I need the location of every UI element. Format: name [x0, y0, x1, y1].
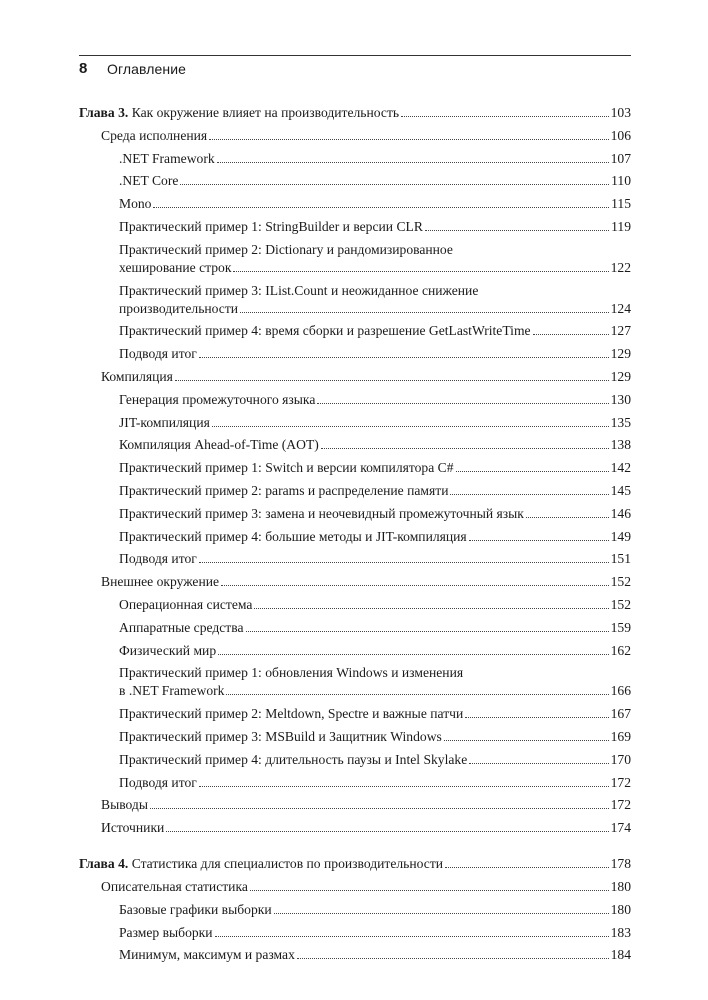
toc-entry-label	[119, 550, 197, 568]
toc-section-entry	[79, 819, 631, 837]
toc-subsection-entry	[79, 642, 631, 660]
toc-entry-row	[119, 391, 631, 409]
toc-entry-label	[119, 505, 524, 523]
toc-entry-label	[101, 796, 148, 814]
toc-page-number: 106	[610, 127, 631, 143]
toc-entry-label	[119, 218, 423, 236]
toc-page-number: 152	[610, 574, 631, 590]
dot-leader	[217, 162, 609, 163]
toc-entry-label	[101, 127, 207, 145]
toc-subsection-entry	[79, 619, 631, 637]
toc-chapter-entry	[79, 855, 631, 873]
toc-page-number: 122	[610, 259, 631, 275]
toc-page-number: 135	[610, 414, 631, 430]
toc-entry-title-line: Практический пример 3: IList.Count и неожиданное снижение	[119, 282, 479, 298]
dot-leader	[250, 890, 609, 891]
toc-page-number: 170	[610, 751, 631, 767]
running-title: Оглавление	[107, 61, 187, 77]
toc-subsection-entry	[79, 505, 631, 523]
toc-entry-row	[101, 368, 631, 386]
dot-leader	[199, 562, 609, 563]
toc-entry-title: Среда исполнения	[101, 127, 208, 143]
toc-entry-title: Компиляция	[101, 368, 173, 384]
toc-entry-title: Практический пример 1: Switch и версии компилятора C#	[119, 460, 454, 476]
toc-page-number: 145	[610, 482, 631, 498]
toc-page-number: 103	[610, 105, 631, 120]
toc-entry-title: Внешнее окружение	[101, 574, 220, 590]
toc-page-number: 129	[610, 368, 631, 384]
toc-entry-row	[79, 104, 631, 122]
toc-entry-title: Физический мир	[119, 642, 217, 658]
toc-entry-label	[101, 368, 173, 386]
toc-entry-label	[119, 528, 467, 546]
dot-leader	[445, 867, 609, 868]
toc-page-number: 110	[611, 173, 631, 189]
dot-leader	[254, 608, 608, 609]
toc-entry-row	[119, 414, 631, 432]
dot-leader	[150, 808, 609, 809]
toc-entry-label	[119, 728, 442, 746]
toc-entry-title: Минимум, максимум и размах	[119, 947, 295, 963]
toc-subsection-entry	[79, 150, 631, 168]
toc-page-number: 178	[610, 856, 631, 872]
dot-leader	[199, 357, 609, 358]
toc-entry-row	[119, 596, 631, 614]
toc-entry-label	[119, 459, 454, 477]
toc-entry-title: Статистика для специалистов по производительности	[131, 856, 444, 872]
toc-page-number: 152	[610, 596, 631, 612]
toc-entry-label	[119, 259, 231, 277]
toc-entry-title: Практический пример 3: замена и неочевидный промежуточный язык	[119, 505, 524, 521]
toc-entry-title: Подводя итог	[119, 551, 197, 567]
toc-subsection-entry	[79, 482, 631, 500]
dot-leader	[533, 334, 609, 335]
toc-entry-label	[119, 642, 216, 660]
toc-subsection-entry	[79, 664, 631, 700]
toc-page-number: 184	[610, 947, 631, 963]
toc-page-number: 127	[610, 323, 631, 339]
dot-leader	[317, 403, 608, 404]
toc-subsection-entry	[79, 728, 631, 746]
toc-entry-label	[119, 705, 463, 723]
dot-leader	[450, 494, 608, 495]
toc-entry-label	[119, 391, 315, 409]
toc-entry-title: Аппаратные средства	[119, 619, 244, 635]
dot-leader	[221, 585, 609, 586]
table-of-contents	[79, 104, 631, 969]
toc-subsection-entry	[79, 218, 631, 236]
toc-page-number: 138	[610, 437, 631, 453]
toc-entry-title: в .NET Framework	[119, 683, 225, 699]
toc-entry-title: Базовые графики выборки	[119, 901, 272, 917]
toc-subsection-entry	[79, 345, 631, 363]
toc-section-entry	[79, 878, 631, 896]
toc-entry-row	[119, 901, 631, 919]
toc-entry-title: хеширование строк	[119, 259, 232, 275]
toc-entry-title: Описательная статистика	[101, 878, 248, 894]
toc-chapter-entry	[79, 104, 631, 122]
toc-page-number: 183	[610, 924, 631, 940]
dot-leader	[153, 207, 609, 208]
toc-page-number: 174	[610, 820, 631, 836]
running-header	[79, 60, 631, 84]
dot-leader	[444, 740, 609, 741]
page-number: 8	[79, 60, 88, 77]
toc-entry-row	[101, 127, 631, 145]
toc-entry-row	[119, 259, 631, 277]
toc-entry-row	[119, 172, 631, 190]
dot-leader	[469, 540, 609, 541]
toc-entry-label	[119, 751, 467, 769]
dot-leader	[526, 517, 609, 518]
toc-entry-row	[119, 345, 631, 363]
toc-entry-label	[119, 482, 448, 500]
chapter-number: Глава 3.	[79, 105, 129, 120]
header-rule	[79, 55, 631, 56]
toc-subsection-entry	[79, 282, 631, 318]
toc-subsection-entry	[79, 705, 631, 723]
toc-subsection-entry	[79, 195, 631, 213]
toc-entry-row	[101, 573, 631, 591]
toc-entry-title: Практический пример 4: длительность паузы и Intel Skylake	[119, 751, 468, 767]
toc-entry-title: Подводя итог	[119, 774, 197, 790]
toc-entry-title: Источники	[101, 820, 165, 836]
toc-page-number: 169	[610, 728, 631, 744]
toc-entry-title: Практический пример 1: StringBuilder и версии CLR	[119, 218, 423, 234]
dot-leader	[226, 694, 608, 695]
dot-leader	[175, 380, 609, 381]
toc-entry-row	[119, 705, 631, 723]
dot-leader	[166, 831, 608, 832]
toc-entry-label	[119, 436, 319, 454]
toc-entry-label	[119, 345, 197, 363]
toc-page-number: 166	[610, 683, 631, 699]
toc-entry-label	[119, 946, 295, 964]
dot-leader	[246, 631, 609, 632]
toc-entry-title: JIT-компиляция	[119, 414, 210, 430]
toc-entry-row	[119, 459, 631, 477]
toc-entry-row	[119, 728, 631, 746]
toc-page-number: 130	[610, 391, 631, 407]
toc-entry-label	[101, 819, 164, 837]
toc-entry-row	[119, 924, 631, 942]
toc-entry-row	[101, 796, 631, 814]
toc-entry-title-line: Практический пример 1: обновления Windows и изменения	[119, 665, 464, 681]
toc-entry-row	[119, 218, 631, 236]
toc-page-number: 115	[611, 196, 631, 212]
toc-entry-row	[119, 150, 631, 168]
dot-leader	[401, 116, 609, 117]
toc-section-entry	[79, 796, 631, 814]
toc-entry-row	[119, 528, 631, 546]
toc-subsection-entry	[79, 172, 631, 190]
toc-entry-label	[101, 573, 219, 591]
toc-entry-row	[119, 195, 631, 213]
dot-leader	[233, 271, 608, 272]
toc-entry-row	[119, 946, 631, 964]
toc-page-number: 180	[610, 901, 631, 917]
toc-entry-row	[119, 751, 631, 769]
toc-page-number: 124	[610, 300, 631, 316]
toc-entry-label	[119, 414, 210, 432]
toc-subsection-entry	[79, 901, 631, 919]
toc-entry-label	[119, 901, 272, 919]
toc-entry-title: Mono	[119, 196, 152, 212]
dot-leader	[321, 448, 609, 449]
toc-entry-row	[119, 322, 631, 340]
dot-leader	[209, 139, 608, 140]
toc-subsection-entry	[79, 596, 631, 614]
dot-leader	[297, 958, 609, 959]
toc-entry-label	[119, 150, 215, 168]
toc-page-number: 172	[610, 774, 631, 790]
toc-page-number: 149	[610, 528, 631, 544]
dot-leader	[218, 654, 608, 655]
toc-subsection-entry	[79, 436, 631, 454]
toc-entry-title: Как окружение влияет на производительность	[131, 105, 400, 120]
toc-entry-title-line: Практический пример 2: Dictionary и рандомизированное	[119, 241, 453, 257]
toc-page-number: 107	[610, 150, 631, 166]
toc-entry-title: Операционная система	[119, 596, 253, 612]
toc-page-number: 172	[610, 797, 631, 813]
toc-entry-row	[119, 619, 631, 637]
toc-entry-label	[79, 104, 399, 122]
toc-entry-title: Генерация промежуточного языка	[119, 391, 316, 407]
toc-entry-title: Практический пример 2: params и распределение памяти	[119, 482, 449, 498]
toc-entry-label	[119, 195, 151, 213]
toc-page-number: 142	[610, 460, 631, 476]
toc-subsection-entry	[79, 528, 631, 546]
toc-subsection-entry	[79, 751, 631, 769]
dot-leader	[199, 786, 609, 787]
toc-entry-label	[119, 619, 244, 637]
toc-section-entry	[79, 127, 631, 145]
toc-entry-title: Подводя итог	[119, 346, 197, 362]
toc-entry-title: .NET Framework	[119, 150, 215, 166]
toc-subsection-entry	[79, 550, 631, 568]
toc-entry-title: Выводы	[101, 797, 148, 813]
toc-entry-title: Практический пример 4: время сборки и разрешение GetLastWriteTime	[119, 323, 531, 339]
dot-leader	[240, 312, 609, 313]
toc-page-number: 146	[610, 505, 631, 521]
toc-entry-title: .NET Core	[119, 173, 179, 189]
toc-entry-row	[119, 642, 631, 660]
dot-leader	[456, 471, 609, 472]
toc-subsection-entry	[79, 322, 631, 340]
dot-leader	[212, 426, 609, 427]
toc-entry-title: Практический пример 3: MSBuild и Защитник Windows	[119, 728, 442, 744]
toc-page-number: 151	[610, 551, 631, 567]
toc-entry-label	[119, 322, 531, 340]
toc-entry-row	[119, 436, 631, 454]
toc-entry-row	[101, 878, 631, 896]
dot-leader	[465, 717, 608, 718]
toc-page-number: 159	[610, 619, 631, 635]
toc-page-number: 180	[610, 878, 631, 894]
toc-entry-row	[119, 774, 631, 792]
toc-entry-label	[119, 300, 238, 318]
toc-entry-label	[119, 774, 197, 792]
toc-entry-row	[79, 855, 631, 873]
toc-entry-label	[119, 596, 252, 614]
toc-entry-label	[119, 682, 224, 700]
toc-subsection-entry	[79, 774, 631, 792]
toc-subsection-entry	[79, 414, 631, 432]
dot-leader	[469, 763, 608, 764]
dot-leader	[215, 936, 609, 937]
toc-page-number: 119	[611, 218, 631, 234]
toc-entry-label	[119, 924, 213, 942]
toc-page-number: 167	[610, 706, 631, 722]
toc-entry-row	[119, 482, 631, 500]
toc-entry-title: Практический пример 2: Meltdown, Spectre и важные патчи	[119, 706, 464, 722]
toc-entry-label	[101, 878, 248, 896]
toc-entry-row	[101, 819, 631, 837]
dot-leader	[180, 184, 609, 185]
toc-page-number: 162	[610, 642, 631, 658]
toc-entry-title: Размер выборки	[119, 924, 213, 940]
toc-subsection-entry	[79, 391, 631, 409]
toc-entry-label	[79, 855, 443, 873]
toc-subsection-entry	[79, 241, 631, 277]
dot-leader	[425, 230, 609, 231]
toc-entry-title: производительности	[119, 300, 239, 316]
toc-subsection-entry	[79, 946, 631, 964]
toc-entry-title: Компиляция Ahead-of-Time (AOT)	[119, 437, 319, 453]
toc-subsection-entry	[79, 459, 631, 477]
toc-entry-row	[119, 682, 631, 700]
toc-entry-row	[119, 300, 631, 318]
toc-entry-row	[119, 550, 631, 568]
dot-leader	[274, 913, 609, 914]
toc-entry-row	[119, 505, 631, 523]
toc-page-number: 129	[610, 346, 631, 362]
chapter-number: Глава 4.	[79, 856, 129, 872]
toc-entry-title: Практический пример 4: большие методы и JIT-компиляция	[119, 528, 467, 544]
toc-section-entry	[79, 368, 631, 386]
toc-section-entry	[79, 573, 631, 591]
toc-entry-label	[119, 172, 178, 190]
toc-subsection-entry	[79, 924, 631, 942]
